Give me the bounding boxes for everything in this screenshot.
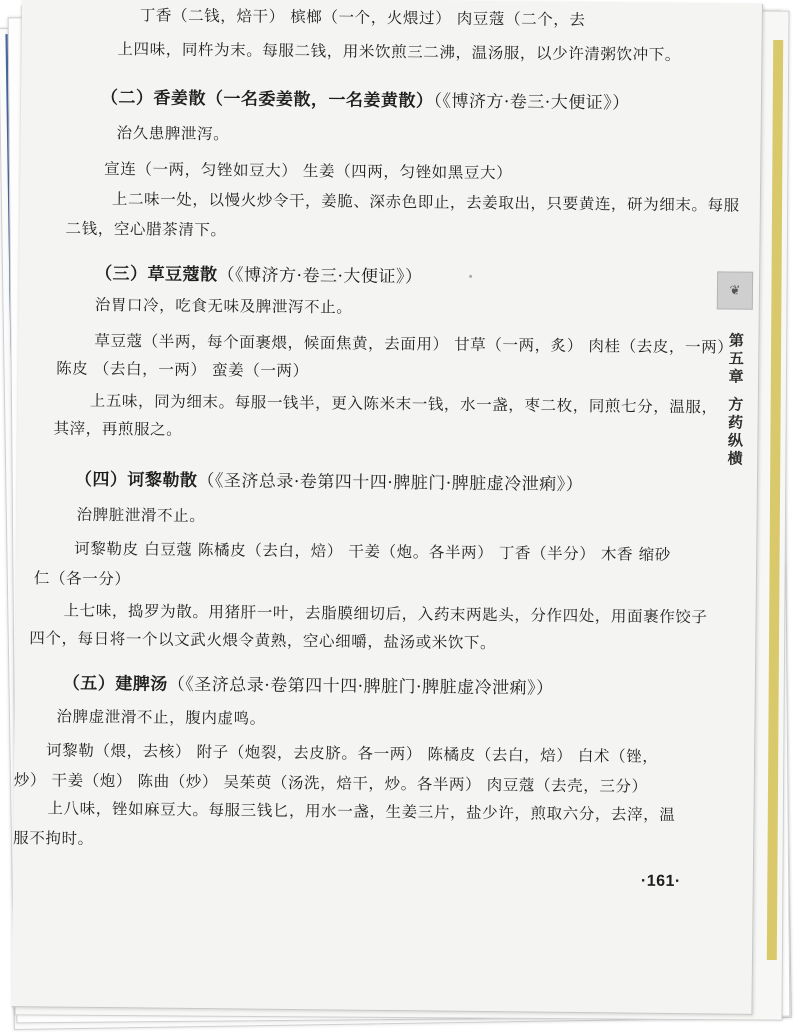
text-line: 治脾脏泄滑不止。 bbox=[76, 505, 206, 526]
heading-source: （《圣济总录·卷第四十四·脾脏门·脾脏虚冷泄痢》） bbox=[167, 674, 554, 699]
text-line: 上二味一处，以慢火炒令干，姜脆、深赤色即止，去姜取出，只要黄连，研为细末。每服 bbox=[111, 190, 740, 215]
text-line: 上七味，捣罗为散。用猪肝一叶，去脂膜细切后，入药末两匙头，分作四处，用面裹作饺子 bbox=[63, 601, 708, 627]
section-heading bbox=[75, 465, 583, 495]
chapter-side-label bbox=[725, 332, 746, 468]
text-line: 诃黎勒（煨，去核） 附子（炮裂，去皮脐。各一两） 陈橘皮（去白，焙） 白术（锉， bbox=[46, 741, 659, 766]
text-line: 上四味，同杵为末。每服二钱，用米饮煎三二沸，温汤服，以少许清粥饮冲下。 bbox=[117, 40, 682, 65]
book-page bbox=[11, 0, 763, 1015]
text-line: 丁香（二钱，焙干） 槟榔（一个，火煨过） 肉豆蔻（二个，去 bbox=[139, 6, 586, 30]
chapter-char: 五 bbox=[728, 349, 744, 368]
text-line: 上五味，同为细末。每服一钱半，更入陈米末一钱，水一盏，枣二枚，同煎七分，温服， bbox=[89, 391, 718, 417]
title-char: 横 bbox=[727, 449, 743, 468]
section-heading bbox=[63, 669, 554, 699]
text-line: 治久患脾泄泻。 bbox=[116, 124, 230, 144]
heading-source: （《圣济总录·卷第四十四·脾脏门·脾脏虚冷泄痢》） bbox=[197, 470, 584, 496]
heading-title: （三）草豆蔻散 bbox=[95, 263, 218, 286]
heading-title: （二）香姜散（一名委姜散，一名姜黄散） bbox=[100, 87, 434, 112]
chapter-char: 第 bbox=[728, 331, 745, 350]
text-line: 炒） 干姜（炮） 陈曲（炒） 吴茱萸（汤洗，焙干，炒。各半两） 肉豆蔻（去壳，三分） bbox=[13, 771, 648, 796]
text-line: 二钱，空心腊茶清下。 bbox=[65, 219, 227, 240]
text-line: 治脾虚泄滑不止，腹内虚鸣。 bbox=[56, 707, 266, 728]
chapter-char: 章 bbox=[728, 367, 744, 386]
side-label-gap bbox=[726, 386, 746, 396]
text-line: 草豆蔻（半两，每个面裹煨，候面焦黄，去面用） 甘草（一两，炙） 肉桂（去皮，一两） bbox=[94, 331, 734, 357]
title-char: 纵 bbox=[727, 431, 743, 450]
text-line: 宣连（一两，匀锉如豆大） 生姜（四两，匀锉如黑豆大） bbox=[104, 159, 513, 183]
text-line: 仁（各一分） bbox=[33, 569, 131, 589]
text-line: 四个，每日将一个以文武火煨令黄熟，空心细嚼，盐汤或米饮下。 bbox=[29, 629, 497, 653]
heading-source: （《博济方·卷三·大便证》） bbox=[433, 91, 630, 114]
title-char: 药 bbox=[727, 413, 744, 432]
paper-speck bbox=[469, 275, 472, 278]
page-number: ·161· bbox=[640, 872, 681, 891]
text-line: 陈皮 （去白，一两） 蛮姜（一两） bbox=[56, 359, 309, 381]
section-heading bbox=[101, 83, 630, 114]
ornament-icon: ❦ bbox=[717, 271, 753, 309]
text-line: 其滓，再煎服之。 bbox=[53, 419, 183, 439]
text-line: 治胃口冷，吃食无味及脾泄泻不止。 bbox=[94, 295, 353, 317]
section-heading bbox=[95, 259, 423, 287]
heading-source: （《博济方·卷三·大便证》） bbox=[217, 265, 423, 288]
title-char: 方 bbox=[728, 395, 744, 414]
text-line: 诃黎勒皮 白豆蔻 陈橘皮（去白，焙） 干姜（炮。各半两） 丁香（半分） 木香 缩砂 bbox=[74, 539, 671, 564]
text-line: 上八味，锉如麻豆大。每服三钱匕，用水一盏，生姜三片，盐少许，煎取六分，去滓，温 bbox=[47, 799, 676, 825]
text-line: 服不拘时。 bbox=[13, 829, 94, 848]
heading-title: （四）诃黎勒散 bbox=[74, 469, 198, 491]
heading-title: （五）建脾汤 bbox=[62, 673, 168, 695]
